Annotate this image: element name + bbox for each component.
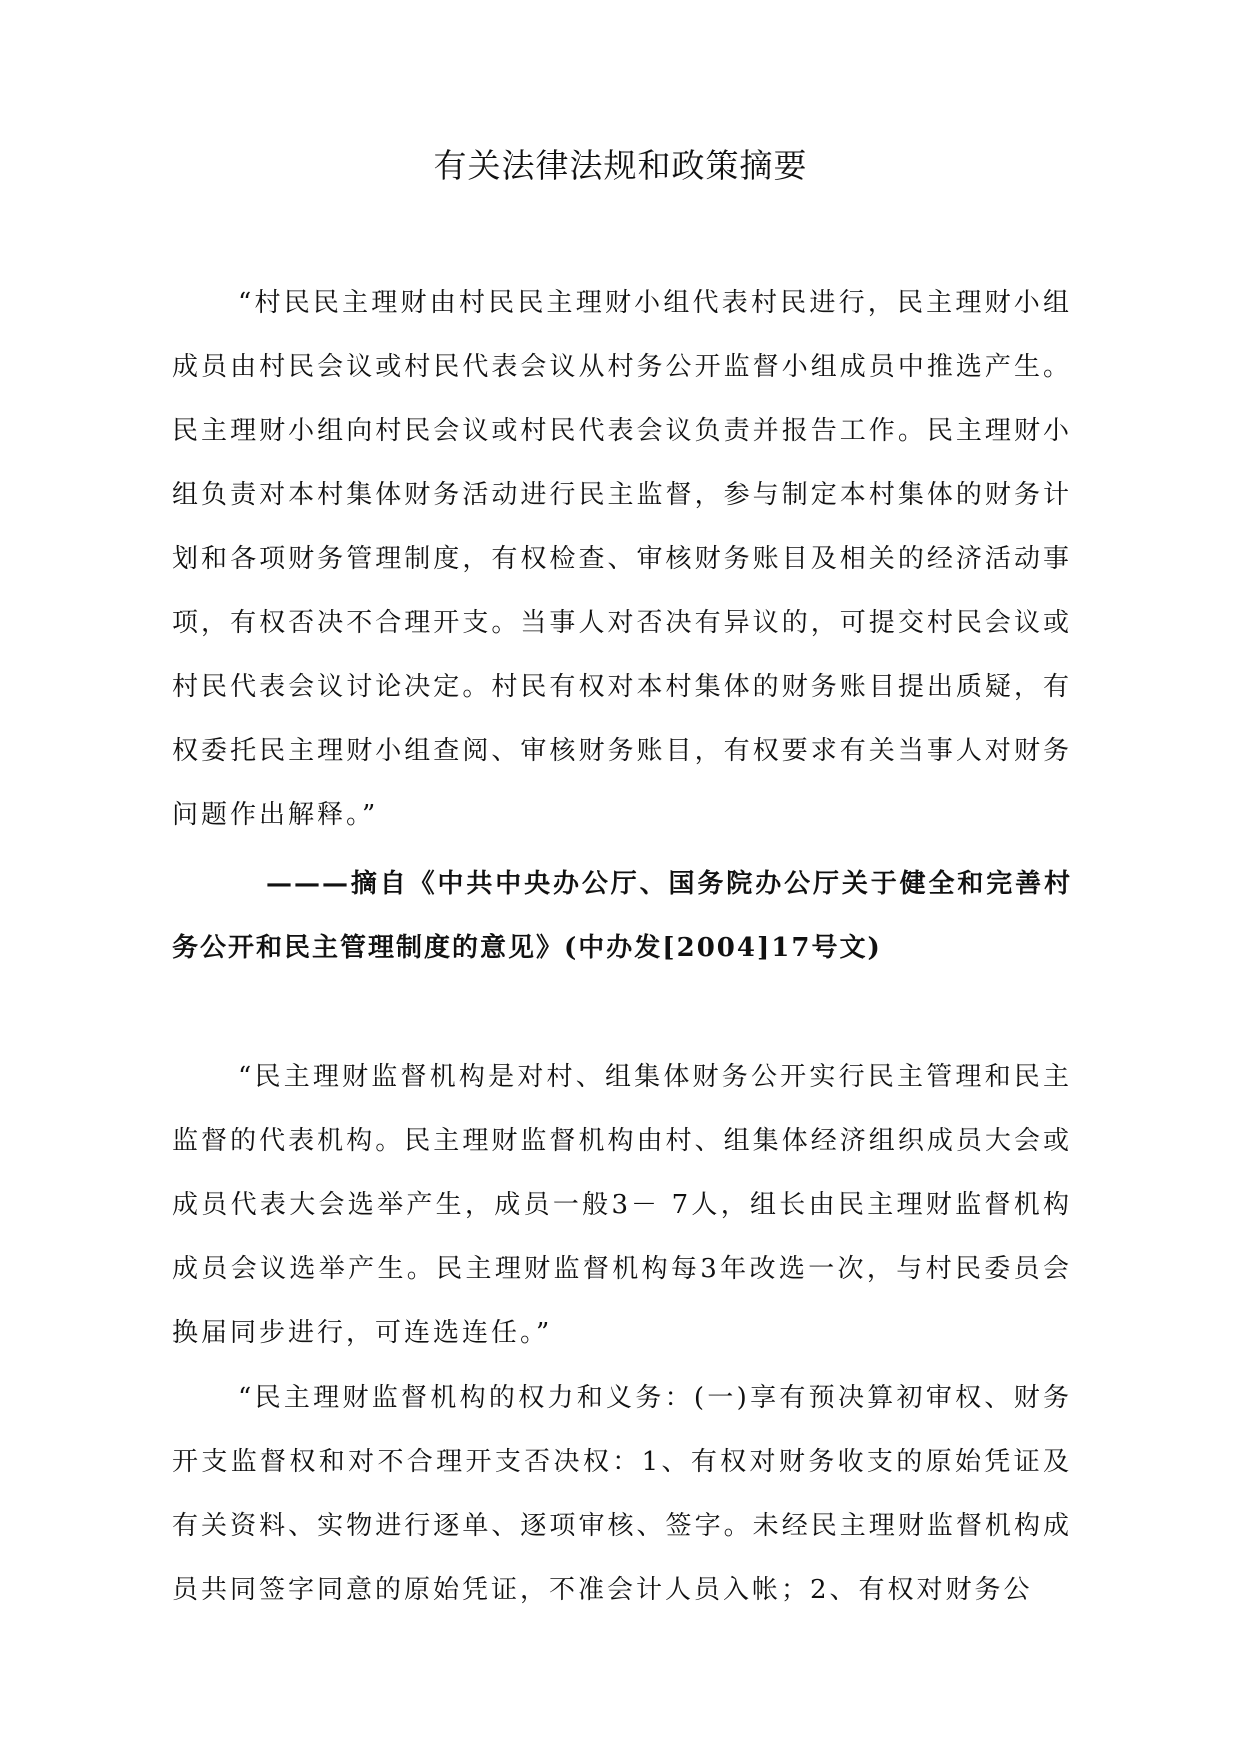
source-citation: ———摘自《中共中央办公厅、国务院办公厅关于健全和完善村务公开和民主管理制度的意见》(中办发[2004]17号文) (172, 869, 1072, 963)
paragraph-supervision-rights: “民主理财监督机构的权力和义务：(一)享有预决算初审权、财务开支监督权和对不合理开支否决权：1、有权对财务收支的原始凭证及有关资料、实物进行逐单、逐项审核、签字。未经民主理财监督机构成员共同签字同意的原始凭证，不准会计人员入帐；2、有权对财务公 (172, 1383, 1072, 1605)
document-title: 有关法律法规和政策摘要 (433, 146, 808, 185)
paragraph-village-finance: “村民民主理财由村民民主理财小组代表村民进行，民主理财小组成员由村民会议或村民代表会议从村务公开监督小组成员中推选产生。民主理财小组向村民会议或村民代表会议负责并报告工作。民主理财小组负责对本村集体财务活动进行民主监督，参与制定本村集体的财务计划和各项财务管理制度，有权检查、审核财务账目及相关的经济活动事项，有权否决不合理开支。当事人对否决有异议的，可提交村民会议或村民代表会议讨论决定。村民有权对本村集体的财务账目提出质疑，有权委托民主理财小组查阅、审核财务账目，有权要求有关当事人对财务问题作出解释。” (172, 288, 1072, 830)
paragraph-supervision-body: “民主理财监督机构是对村、组集体财务公开实行民主管理和民主监督的代表机构。民主理财监督机构由村、组集体经济组织成员大会或成员代表大会选举产生，成员一般3－ 7人，组长由民主理财监督机构成员会议选举产生。民主理财监督机构每3年改选一次，与村民委员会换届同步进行，可连选连任。” (172, 1062, 1072, 1348)
